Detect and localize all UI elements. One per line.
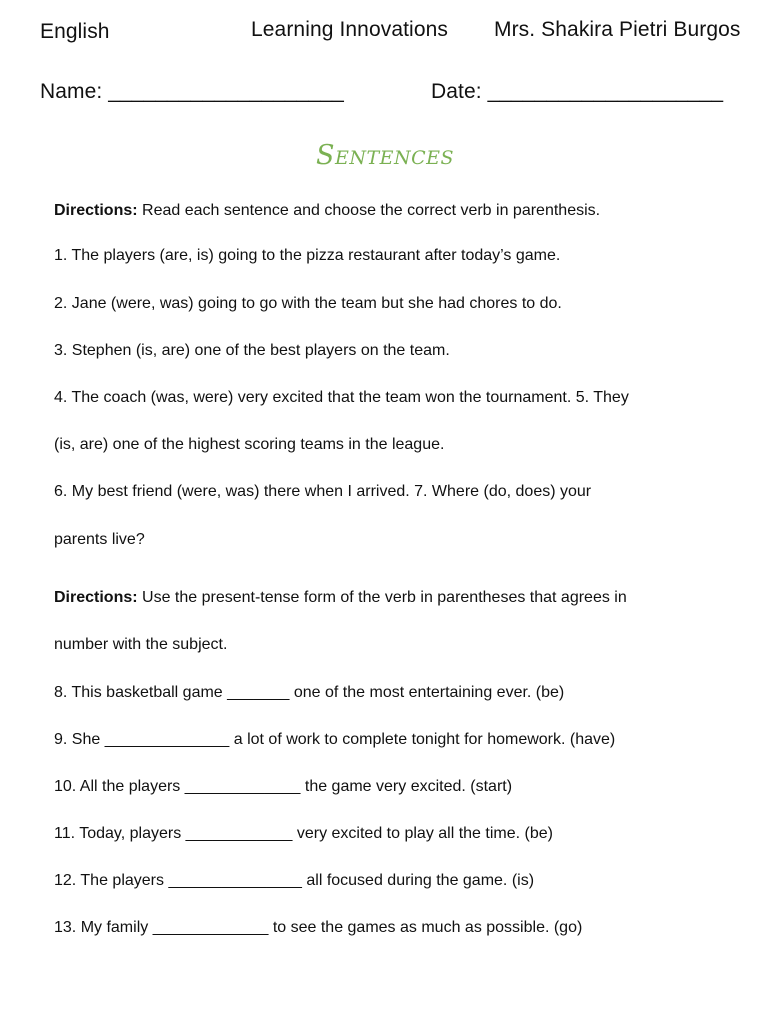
exercise-line: 11. Today, players ____________ very excited to play all the time. (be) bbox=[54, 825, 553, 842]
directions-2-text: Use the present-tense form of the verb in parentheses that agrees in bbox=[137, 589, 627, 606]
worksheet-title: Sentences bbox=[315, 140, 455, 171]
exercise-line: 9. She ______________ a lot of work to complete tonight for homework. (have) bbox=[54, 731, 616, 748]
directions-2-continued: number with the subject. bbox=[54, 636, 228, 653]
directions-2 bbox=[54, 589, 627, 607]
directions-1-text: Read each sentence and choose the correct verb in parenthesis. bbox=[137, 202, 601, 219]
directions-1 bbox=[54, 202, 600, 220]
exercise-line: 8. This basketball game _______ one of the most entertaining ever. (be) bbox=[54, 684, 565, 701]
date-field: Date: ____________________ bbox=[431, 80, 724, 103]
exercise-line: 6. My best friend (were, was) there when I arrived. 7. Where (do, does) your bbox=[54, 483, 592, 500]
subject-label: English bbox=[40, 20, 110, 43]
exercise-line: 3. Stephen (is, are) one of the best players on the team. bbox=[54, 342, 450, 359]
exercise-line: 1. The players (are, is) going to the pizza restaurant after today’s game. bbox=[54, 247, 561, 264]
teacher-name: Mrs. Shakira Pietri Burgos bbox=[494, 18, 741, 41]
exercise-line: 4. The coach (was, were) very excited that the team won the tournament. 5. They bbox=[54, 389, 629, 406]
directions-2-label: Directions: bbox=[54, 589, 138, 606]
directions-1-label: Directions: bbox=[54, 202, 138, 219]
exercise-line: 12. The players _______________ all focused during the game. (is) bbox=[54, 872, 535, 889]
exercise-line: 13. My family _____________ to see the games as much as possible. (go) bbox=[54, 919, 583, 936]
exercise-line: 2. Jane (were, was) going to go with the team but she had chores to do. bbox=[54, 295, 562, 312]
exercise-line: 10. All the players _____________ the game very excited. (start) bbox=[54, 778, 513, 795]
name-field: Name: ____________________ bbox=[40, 80, 344, 103]
exercise-line: parents live? bbox=[54, 531, 145, 548]
school-name: Learning Innovations bbox=[251, 18, 448, 41]
exercise-line: (is, are) one of the highest scoring teams in the league. bbox=[54, 436, 445, 453]
